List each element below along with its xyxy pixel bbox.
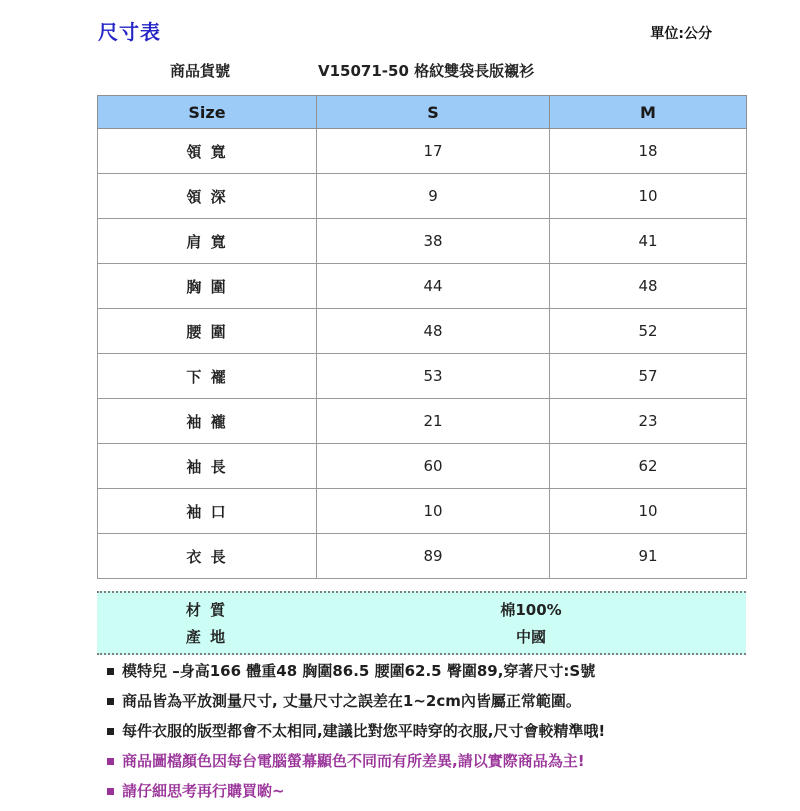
row-label: 領 寬	[98, 129, 317, 174]
table-row	[98, 264, 747, 309]
cell-value: 62	[550, 444, 747, 489]
note-measurement-tolerance	[107, 691, 767, 711]
cell-value: 53	[317, 354, 550, 399]
cell-value: 21	[317, 399, 550, 444]
square-bullet-icon	[107, 788, 114, 795]
cell-value: 57	[550, 354, 747, 399]
cell-value: 60	[317, 444, 550, 489]
note-color-disclaimer	[107, 751, 767, 771]
material-row	[97, 596, 746, 623]
square-bullet-icon	[107, 668, 114, 675]
row-label: 腰 圍	[98, 309, 317, 354]
cell-value: 41	[550, 219, 747, 264]
cell-value: 10	[317, 489, 550, 534]
note-text: 商品皆為平放測量尺寸, 丈量尺寸之誤差在1~2cm內皆屬正常範圍。	[122, 692, 581, 710]
product-code-label: 商品貨號	[170, 62, 231, 80]
origin-value: 中國	[515, 628, 546, 646]
note-text: 模特兒 –身高166 體重48 胸圍86.5 腰圍62.5 臀圍89,穿著尺寸:S號	[122, 662, 596, 680]
table-row	[98, 489, 747, 534]
table-row	[98, 219, 747, 264]
table-row	[98, 354, 747, 399]
note-text: 每件衣服的版型都會不太相同,建議比對您平時穿的衣服,尺寸會較精準哦!	[122, 722, 606, 740]
cell-value: 17	[317, 129, 550, 174]
cell-value: 91	[550, 534, 747, 579]
table-row	[98, 129, 747, 174]
square-bullet-icon	[107, 728, 114, 735]
row-label: 肩 寬	[98, 219, 317, 264]
column-header-size: Size	[98, 96, 317, 129]
unit-label: 單位:公分	[650, 26, 712, 42]
column-header-s: S	[317, 96, 550, 129]
cell-value: 48	[317, 309, 550, 354]
square-bullet-icon	[107, 758, 114, 765]
row-label: 胸 圍	[98, 264, 317, 309]
cell-value: 89	[317, 534, 550, 579]
material-label: 材 質	[185, 601, 228, 619]
table-row	[98, 534, 747, 579]
cell-value: 48	[550, 264, 747, 309]
cell-value: 23	[550, 399, 747, 444]
origin-label: 產 地	[185, 628, 228, 646]
column-header-m: M	[550, 96, 747, 129]
page-title: 尺寸表	[98, 20, 161, 44]
note-text: 商品圖檔顏色因每台電腦螢幕顯色不同而有所差異,請以實際商品為主!	[122, 752, 585, 770]
row-label: 袖 襱	[98, 399, 317, 444]
note-text: 請仔細思考再行購買喲~	[122, 782, 285, 800]
row-label: 下 襬	[98, 354, 317, 399]
notes-list	[107, 661, 767, 811]
cell-value: 44	[317, 264, 550, 309]
row-label: 袖 口	[98, 489, 317, 534]
table-row	[98, 444, 747, 489]
note-purchase-reminder	[107, 781, 767, 801]
cell-value: 9	[317, 174, 550, 219]
material-value: 棉100%	[500, 601, 562, 619]
table-row	[98, 309, 747, 354]
cell-value: 38	[317, 219, 550, 264]
origin-row	[97, 623, 746, 650]
row-label: 衣 長	[98, 534, 317, 579]
table-row	[98, 399, 747, 444]
cell-value: 10	[550, 174, 747, 219]
size-chart-table	[97, 95, 747, 579]
cell-value: 18	[550, 129, 747, 174]
cell-value: 52	[550, 309, 747, 354]
table-row	[98, 174, 747, 219]
note-model-info	[107, 661, 767, 681]
note-fit-advice	[107, 721, 767, 741]
table-header-row	[98, 96, 747, 129]
cell-value: 10	[550, 489, 747, 534]
row-label: 領 深	[98, 174, 317, 219]
product-name: V15071-50 格紋雙袋長版襯衫	[318, 62, 535, 80]
square-bullet-icon	[107, 698, 114, 705]
material-origin-band	[97, 591, 746, 655]
row-label: 袖 長	[98, 444, 317, 489]
